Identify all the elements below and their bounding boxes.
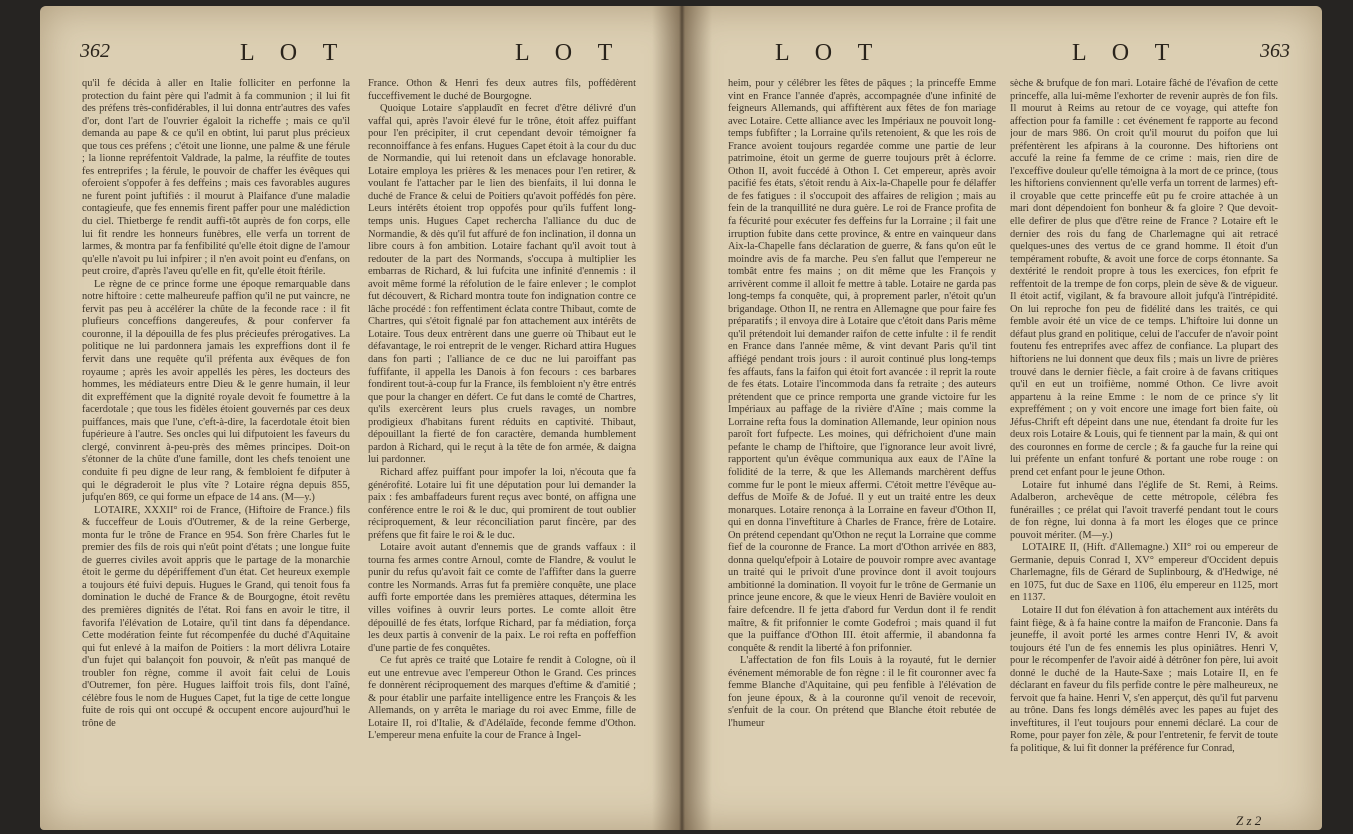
- paragraph: LOTAIRE, XXXII° roi de France, (Hiftoire de France.) fils & fucceffeur de Louis d'Outremer, & de la reine Gerberge, monta fur le trône de France en 954. Son frère Charles fut le premier des fils de rois qui n'eût point d'états ; une longue fuite de guerres civiles avoit appris que le partage de la monarchie étoit le germe du dépériffement d'un état. Cet heureux exemple a toujours été fuivi depuis. Hugues le Grand, qui tenoit fous fa domination le duché de France & de Bourgogne, étoit revêtu des premières dignités de l'état. Roi fans en avoir le titre, il favorifa l'élévation de Lotaire, qu'il tint dans fa dépendance. Cette modération feinte fut récompenfée du duché d'Aquitaine qui fut enlevé à la maifon de Poitiers : la mort délivra Lotaire d'un fujet qui balançoit fon pouvoir, & n'eût pas manqué de troubler fon règne, comme il avoit fait celui de Louis d'Outremer, fon père. Hugues laiffoit trois fils, dont l'aîné, célèbre fous le nom de Hugues Capet, fut la tige de cette longue fuite de rois qui ont occupé & occupent encore aujourd'hui le trône de: [82, 504, 350, 729]
- left-page: [40, 6, 688, 830]
- page-number-right: 363: [1260, 40, 1290, 62]
- left-page-column-1: [82, 78, 350, 813]
- running-head-right-1: L O T: [775, 40, 883, 66]
- book-spread: [40, 6, 1322, 830]
- paragraph: Lotaire II dut fon élévation à fon attachement aux intérêts du faint fiège, & à fa haine contre la maifon de Franconie. Dans fa jeuneffe, il avoit porté les armes contre Henri IV, & avoit toujours été l'un de fes ennemis les plus opiniâtres. Henri V, pour le récompenfer de l'avoir aidé à détrôner fon père, lui avoit donné le duché de la Haute-Saxe ; mais Lotaire II, en fe déclarant en faveur du fils perfide contre le père malheureux, ne fervoit que fa haine. Henri V, s'en apperçut, dès qu'il fut parvenu au trône. Dans fes longs démêlés avec les papes au fujet des inveftitures, il l'eut toujours pour ennemi déclaré. La cour de Rome, pour payer fon zèle, & pour l'entretenir, fe fervit de toute fa politique, & lui fit donner la préférence fur Conrad,: [1010, 604, 1278, 754]
- left-page-column-2: [368, 78, 636, 813]
- paragraph: Quoique Lotaire s'applaudît en fecret d'être délivré d'un vaffal qui, après l'avoir élevé fur le trône, étoit affez puiffant pour l'en précipiter, il crut cependant devoir témoigner fa reconnoiffance à fes enfans. Hugues Capet étoit à la cour du duc de Normandie, qui lui retenoit dans un efclavage honorable. Lotaire employa les prières & les menaces pour l'en retirer, & voulant fe l'attacher par le lien des bienfaits, il lui donna le duché de France & celui de Poitiers qu'avoit poffédés fon père. Leurs intérêts étoient trop oppofés pour qu'ils fuffent long-temps unis. Hugues Capet rechercha l'alliance du duc de Normandie, & dès qu'il fut affuré de fon inclination, il donna un libre cours à fon ambition. Lotaire fachant qu'il avoit tout à redouter de la part des Normands, s'occupa à multiplier les embarras de Richard, & lui fufcita une infinité d'ennemis : il avoit même formé la réfolution de le faire enlever ; le complot fut découvert, & Richard montra toute fon indignation contre ce lâche procédé : fon reffentiment éclata contre Thibaut, comte de Chartres, qui s'étoit fignalé par fon attachement aux intérêts de Lotaire. Tous deux entrèrent dans une guerre où Thibaut eut le défavantage, le roi entreprit de le venger. Richard attira Hugues dans fon parti ; l'alliance de ce duc ne lui paroiffant pas fuffifante, il appella les Danois à fon fecours : ces barbares fondirent tout-à-coup fur la France, ils fembloient n'y être entrés que pour la changer en défert. Ce fut dans le comté de Chartres, qu'ils exercèrent leurs plus cruels ravages, un nombre prodigieux d'habitans furent réduits en captivité. Thibaut, dépouillant la fierté de fon caractère, demanda humblement pardon à Richard, qui le reçut à la tête de fon armée, & daigna lui pardonner.: [368, 103, 636, 466]
- book-gutter: [652, 6, 712, 830]
- right-page: [680, 6, 1322, 830]
- paragraph: L'affectation de fon fils Louis à la royauté, fut le dernier événement mémorable de fon règne : il le fit couronner avec fa femme Blanche d'Aquitaine, qui peu fenfible à l'élévation de fon jeune époux, & à la couronne qu'il venoit de recevoir, s'enfuit de la cour. On prétend que Blanche étoit rebutée de l'humeur: [728, 655, 996, 729]
- paragraph: Le règne de ce prince forme une époque remarquable dans notre hiftoire : cette malheureufe paffion qu'il ne put vaincre, ne fervit pas peu à accélérer la chûte de la feconde race : il fit plufieurs conceffions dangereufes, & pour conferver fa couronne, il la dépouilla de fes plus précieufes prérogatives. La politique ne lui pardonnera jamais les expreffions dont il fe fervit dans une requête qu'il préfenta aux évêques de fon royaume ; après les avoir appellés les pères, les docteurs des hommes, les médiateurs entre Dieu & le genre humain, il leur dit expreffément que la dignité royale devoit fe foumettre à la facerdotale ; que tous les fidèles étoient gouvernés par ces deux puiffances, mais que l'une, c'eft-à-dire, la facerdotale étoit bien fupérieure à l'autre. Ses oncles qui lui difputoient les faveurs du clergé, convinrent à-peu-près des mêmes principes. Doit-on s'étonner de la chûte d'une famille, dont les chefs tenoient une conduite fi peu digne de leur rang, & fembloient fe difputer à qui le dégraderoit le plus vîte ? Lotaire régna depuis 855, jufqu'en 869, ce qui forme un efpace de 14 ans. (M—y.): [82, 278, 350, 504]
- paragraph: Lotaire avoit autant d'ennemis que de grands vaffaux : il tourna fes armes contre Arnoul, comte de Flandre, & voulut le punir du refus qu'avoit fait ce comte de l'affifter dans la guerre contre les Normands. Arras fut fa première conquête, une place auffi forte emportée dans les premières attaques, détermina les villes voifines à ouvrir leurs portes. Le comte alloit être dépouillé de fes états, lorfque Richard, par fa médiation, força les deux partis à convenir de la paix. Le roi refta en poffeffion d'une partie de fes conquêtes.: [368, 542, 636, 654]
- paragraph: Richard affez puiffant pour impofer la loi, n'écouta que fa générofité. Lotaire lui fit une députation pour lui demander la paix : fes ambaffadeurs furent reçus avec bonté, on affigna une conférence entre le roi & le duc, qui promirent de tout oublier réciproquement, & leur réconciliation parut fincère, par des préfens que fit faire le roi & le duc.: [368, 466, 636, 541]
- running-head-left-1: L O T: [240, 40, 348, 66]
- paragraph: France. Othon & Henri fes deux autres fils, poffédèrent fucceffivement le duché de Bourgogne.: [368, 78, 636, 102]
- right-page-column-2: [1010, 78, 1278, 813]
- running-head-right-2: L O T: [1072, 40, 1180, 66]
- paragraph: sèche & brufque de fon mari. Lotaire fâché de l'évafion de cette princeffe, alla lui-même l'exhorter de revenir auprès de fon fils. Il mourut à Reims au retour de ce voyage, qui attefte fon affection pour fa famille : cet événement fe rapporte au fecond jour de mars 986. On croit qu'il mourut du poifon que lui préfentèrent les afpirans à la couronne. Des hiftoriens ont accufé la reine fa femme de ce crime : mais, rien dire de l'exceffive douleur qu'elle témoigna à la mort de ce prince, (tous les hiftoriens conviennent qu'elle verfa un torrent de larmes) eft-il croyable que cette princeffe eût pu fe croire attachée à un mari dont dépendoient fon bonheur & fa gloire ? Que devoit-elle defirer de plus que d'être reine de France ? Lotaire eft le dernier des rois du fang de Charlemagne qui ait retracé quelques-unes des vertus de ce grand homme. Il étoit d'un tempérament robufte, & avoit une force de corps étonnante. Sa dextérité le rendoit propre à tous les exercices, fon efprit fe reffentoit de la trempe de fon corps, plein de sève & de vigueur. Il étoit actif, vigilant, & fa bravoure alloit jufqu'à l'intrépidité. On lui reproche fon peu de fidélité dans les traités, ce qui femble avoir été un vice de ce temps. L'hiftoire lui donne un défaut plus grand en politique, celui de l'accufer de n'avoir point foutenu fes entreprifes avec affez de confiance. La plupart des hiftoriens ne lui donnent que deux fils ; mais un livre de prières trouvé dans le dernier fiècle, a fait croire à de favans critiques qu'il en eut un troifième, nommé Othon. Ce livre avoit appartenu à la reine Emme : le nom de ce prince s'y lit expreffément ; on y voit encore une image fort bien faite, où Jéfus-Chrift eft dépeint dans une nue, étendant fa droite fur les deux rois Lotaire & Louis, qui fe tiennent par la main, & qui ont des couronnes en forme de cercle ; & fa gauche fur la reine qui lui préfente un enfant tonfuré & portant une robe rouge : on prend cet enfant pour le jeune Othon.: [1010, 78, 1278, 478]
- paragraph: Lotaire fut inhumé dans l'églife de St. Remi, à Reims. Adalberon, archevêque de cette métropole, célébra fes funérailles ; ce prélat qui l'avoit traverfé pendant tout le cours de fon règne, lui donna à fa mort les éloges que ce prince pouvoit mériter. (M—y.): [1010, 479, 1278, 541]
- running-head-left-2: L O T: [515, 40, 623, 66]
- paragraph: LOTAIRE II, (Hift. d'Allemagne.) XII° roi ou empereur de Germanie, depuis Conrad I, XV° empereur d'Occident depuis Charlemagne, fils de Gérard de Suplinbourg, & d'Hedwige, né en 1075, fut duc de Saxe en 1106, élu empereur en 1125, mort en 1137.: [1010, 542, 1278, 604]
- paragraph: Ce fut après ce traité que Lotaire fe rendit à Cologne, où il eut une entrevue avec l'empereur Othon le Grand. Ces princes fe donnèrent réciproquement des marques d'eftime & d'amitié ; & pour établir une parfaite intelligence entre les François & les Allemands, on y arrêta le mariage du roi avec Emme, fille de Lotaire II, roi d'Italie, & d'Adélaïde, feconde femme d'Othon. L'empereur mena enfuite la cour de France à Ingel-: [368, 655, 636, 742]
- page-number-left: 362: [80, 40, 110, 62]
- paragraph: heim, pour y célébrer les fêtes de pâques ; la princeffe Emme vint en France l'année d'après, accompagnée d'une infinité de feigneurs Allemands, qui affiftèrent aux fêtes de fon mariage avec Lotaire. Cette alliance avec les Impériaux ne pouvoit long-temps fubfifter ; la Lorraine qu'ils retenoient, & que les rois de France avoient toujours regardée comme une partie de leur patrimoine, étoit un germe de guerre toujours prêt à éclorre. Othon II, avoit fuccédé à Othon I. Cet empereur, après avoir pacifié fes états, s'étoit rendu à Aix-la-Chapelle pour fe délaffer de fes fatigues : il s'occupoit des affaires de religion ; mais au fein de la tranquillité ne dura guère. Le roi de France profita de fa fécurité pour exécuter fes deffeins fur la Lorraine ; il fait une irruption fubite dans cette province, & entre en vainqueur dans Aix-la-Chapelle fans déclaration de guerre, & fans qu'on eût le moindre avis de fa marche. Peu s'en fallut que l'empereur ne tombât entre fes mains ; on dit même que les François y arrivèrent comme il alloit fe mettre à table. Lotaire ne garda pas long-temps fa conquête, qui, à proprement parler, n'étoit qu'un brigandage. Othon II, ne rentra en Allemagne que pour faire fes préparatifs ; il envoya dire à Lotaire que c'étoit dans Paris même qu'il prétendoit lui demander raifon de cette infulte : il fe rendit en France dans l'année même, & vint devant Paris qu'il tint affiégé pendant trois jours : il auroit continué plus long-temps fes affauts, fans la faifon qui étoit fort avancée : il reprit la route de fes états. Lotaire l'incommoda dans fa retraite ; des auteurs prétendent que ce prince remporta une grande victoire fur les Impériaux au paffage de la rivière d'Aîne ; mais comme la Lorraine refta fous la domination Allemande, leur opinion nous paroît fort fufpecte. Les moines, qui défrichoient d'une main pefante le champ de l'hiftoire, que l'ignorance leur avoit livré, rapportent qu'un évêque communiqua aux eaux de l'Aîne la folidité de la terre, & que les Allemands marchèrent deffus comme fur le pont le mieux affermi. C'étoit mettre l'évêque au-deffus de Moïfe & de Jofué. Il y eut un traité entre les deux monarques. Lotaire renonça à la Lorraine en faveur d'Othon II, qui en donna l'inveftiture à Charles de France, frère de Lotaire. On prétend cependant qu'Othon ne reçut la Lorraine que comme fief de la couronne de France. La mort d'Othon arrivée en 883, donna quelqu'efpoir à Lotaire de pouvoir rompre avec avantage un traité qui le privoit d'une province dont il avoit toujours ambitionné la domination. Il voyoit fur le trône de Germanie un prince jeune encore, & que le vieux Henri de Bavière vouloit en faire defcendre. Il fe jetta d'abord fur Verdun dont il fe rendit maître, & fit prifonnier le comte Godefroi ; mais quand il fut que la puiffance d'Othon III. étoit affermie, il abandonna fa conquête & rendit la liberté à fon prifonnier.: [728, 78, 996, 654]
- signature-mark: Z z 2: [1236, 813, 1262, 828]
- right-page-column-1: [728, 78, 996, 813]
- paragraph: qu'il fe décida à aller en Italie folliciter en perfonne la protection du faint père qui l'admit à fa communion ; il lui fit des préfens très-confidérables, il lui donna entr'autres des vafes d'or, dont l'art de l'ouvrier égaloit la richeffe ; mais ce qu'il demanda au pape & ce qu'il en obtint, lui parut plus précieux que tous ces préfens ; c'étoit une lionne, une palme & une férule ; la lionne repréfentoit Valdrade, la palme, la réuffite de toutes fes entreprifes ; la férule, le pouvoir de chaffer les évêques qui oferoient s'oppofer à fes deffeins ; mais ces favorables augures ne furent point juftifiés : il mourut à Plaifance d'une maladie contagieufe, que fes ennemis firent paffer pour une malédiction du ciel. Thietberge fe rendit auffi-tôt auprès de fon corps, elle lui fit rendre les honneurs funèbres, elle verfa un torrent de larmes, & montra par fa fenfibilité qu'elle étoit digne de l'amour qu'elle n'avoit pu lui infpirer ; il n'en avoit point eu d'enfans, on peut croire, d'après l'aveu qu'elle en fit, qu'elle étoit ftérile.: [82, 78, 350, 278]
